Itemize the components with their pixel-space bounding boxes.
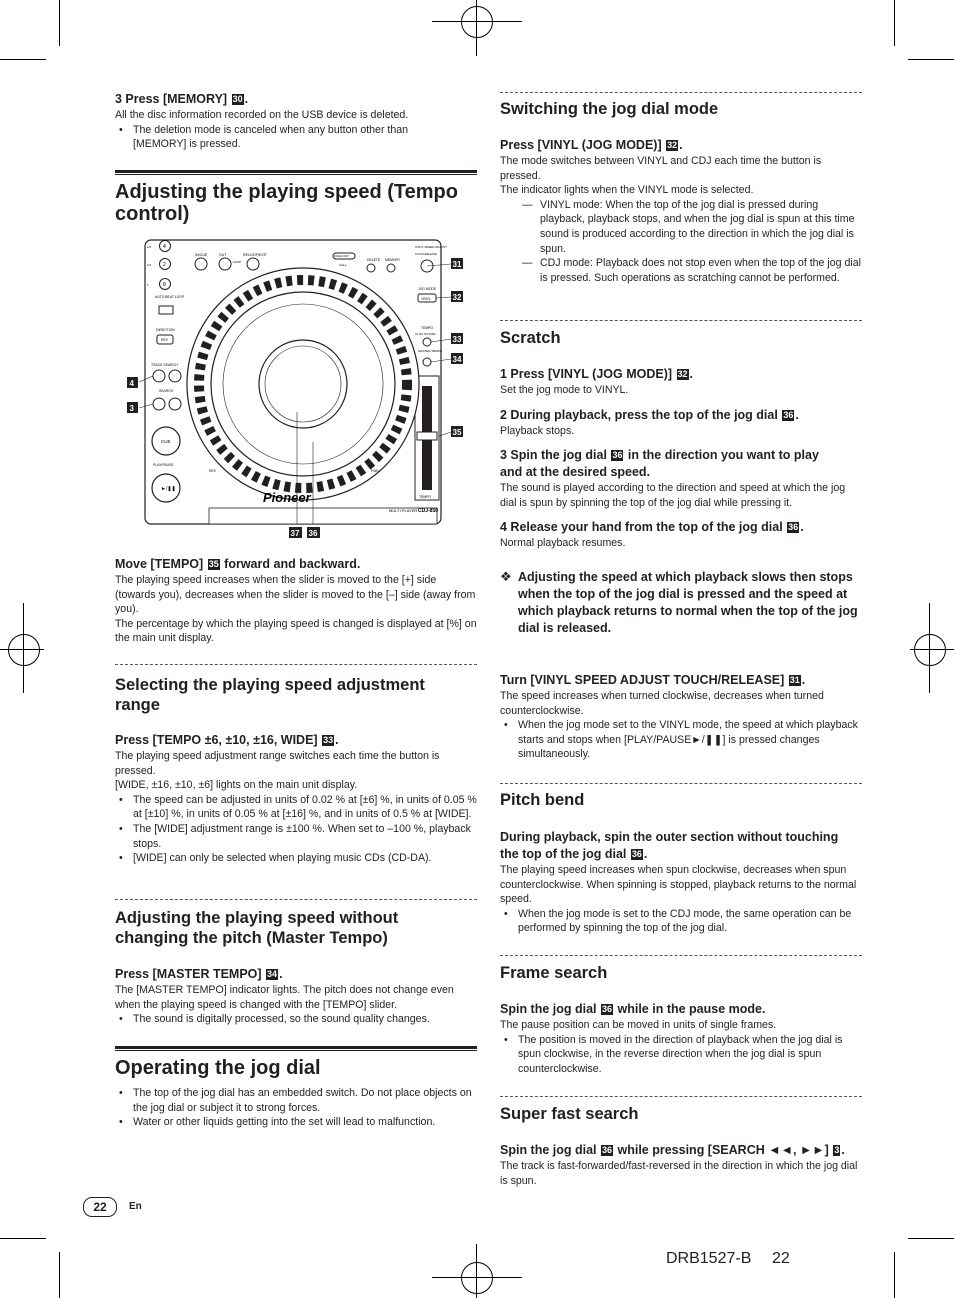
scratch-step-2: 2 During playback, press the top of the jog dial 36 . [500,407,799,422]
section-title-pitch-bend: Pitch bend [500,791,585,809]
registration-mark-top [461,6,493,38]
dash-item: — CDJ mode: Playback does not stop even when the top of the jog dial is pressed. Such operations as scratching cannot be performed. [500,256,862,285]
dashed-rule [115,664,477,665]
callout-32: 32 [452,293,462,302]
step-turn-vinyl-speed: Turn [VINYL SPEED ADJUST TOUCH/RELEASE] 31 . [500,673,806,687]
crop-mark [908,1238,954,1239]
label-vinyl: VINYL [421,297,431,301]
section-title-master-tempo: Adjusting the playing speed without changing the pitch (Master Tempo) [115,909,399,947]
label-tempo-slider: TEMPO [419,495,432,499]
bullet: • The sound is digitally processed, so the sound quality changes. [115,1012,477,1027]
step-press-vinyl: Press [VINYL (JOG MODE)] 32 . [500,138,683,152]
registration-mark-left [8,634,40,666]
paragraph: The track is fast-forwarded/fast-reversed in the direction in which the jog dial is spun. [500,1160,858,1187]
paragraph: The playing speed increases when spun clockwise, decreases when spun counterclockwise. When spinning is stopped, playback returns to the normal speed. [500,864,857,906]
label-reloop: RELOOP/EXIT [243,253,267,257]
paragraph: The mode switches between VINYL and CDJ each time the button is pressed. [500,155,822,182]
dash-item: — VINYL mode: When the top of the jog dial is pressed during playback, playback stops, and when the jog dial is spun at this time sound is produced according to the direction in which the jog dial is spun. [500,198,862,256]
label-search: SEARCH [159,389,174,393]
label-delete: DELETE [367,258,381,262]
label-multi-player: MULTI PLAYER [389,508,418,513]
paragraph: The percentage by which the playing speed is changed is displayed at [%] on the main unit display. [115,617,477,645]
label-out: OUT [219,253,227,257]
doc-code: DRB1527-B [666,1250,752,1267]
paragraph: The playing speed adjustment range switches each time the button is pressed. [115,750,440,777]
label-memory: MEMORY [385,258,401,262]
crop-mark [894,1252,895,1298]
section-title-frame-search: Frame search [500,964,608,982]
registration-mark-right [914,634,946,666]
bullet: • The position is moved in the direction of playback when the jog dial is spun clockwise, in the reverse direction when the jog dial is spun counterclockwise. [500,1033,862,1077]
bullet: • [WIDE] can only be selected when playing music CDs (CD-DA). [115,851,477,866]
label-touch-release: TOUCH/RELEASE [415,253,437,256]
language-label: En [129,1201,142,1212]
scratch-step-4: 4 Release your hand from the top of the jog dial 36 . [500,520,804,535]
callout-36: 36 [308,529,318,538]
step-press-tempo-range: Press [TEMPO ±6, ±10, ±16, WIDE] 33 . [115,733,339,747]
dashed-rule [500,92,862,93]
callout-33: 33 [452,335,462,344]
cdj-850-diagram [125,236,470,542]
bullet: • The speed can be adjusted in units of 0.02 % at [±6] %, in units of 0.05 % at [±10] %, in units of 0.05 % at [±16] %, and in units of 0.5 % at [WIDE]. [115,793,477,822]
section-title-tempo-control: Adjusting the playing speed (Tempo control) [115,181,458,225]
tick-label: 1/2 [147,263,152,267]
callout-35: 35 [452,428,462,437]
crop-mark [0,59,46,60]
loop-2-label: 2 [163,262,166,268]
loop-8-label: 8 [163,282,166,288]
step-frame-search: Spin the jog dial 36 while in the pause mode. [500,1002,766,1016]
paragraph: Normal playback resumes. [500,537,626,550]
label-rev: REV [161,338,168,342]
paragraph: The indicator lights when the VINYL mode is selected. [500,184,754,197]
callout-31: 31 [452,260,462,269]
dashed-rule [115,899,477,900]
section-rule [115,1046,477,1051]
subsection-speed-adjust [500,569,862,637]
frame-search-block [500,1001,862,1076]
label-tempo-range: ±6 ±10 ±16 WIDE [415,333,436,336]
subsection-title: Adjusting the speed at which playback slows then stops when the top of the jog dial is pressed and the speed at which playback returns to normal when the top of the jog dial is released. [518,570,858,635]
jog-dial-notes [115,1086,477,1130]
label-jog-fwd: FWD [371,469,379,473]
bullet: • When the jog mode is set to the CDJ mode, the same operation can be performed by spinning the top of the jog dial. [500,907,862,936]
scratch-step-3: 3 Spin the jog dial 36 in the direction you want to play and at the desired speed. [500,448,819,480]
label-cue-loop-call: CUE/LOOP [334,254,349,258]
label-cue: CUE [161,439,171,444]
label-track-search: TRACK SEARCH [151,363,178,367]
tempo-move-block [115,556,477,646]
callout-34: 34 [452,355,462,364]
section-title-super-fast-search: Super fast search [500,1105,639,1123]
crop-mark [908,59,954,60]
page-number-badge: 22 [83,1197,117,1217]
dashed-rule [500,320,862,321]
scratch-block [500,366,862,551]
label-master-tempo: MASTER TEMPO [418,349,442,353]
label-model: CDJ-850 [418,508,439,514]
label-jog-mode: JOG MODE [418,287,437,291]
paragraph: Playback stops. [500,424,575,437]
tick-label: 1/4 [147,245,152,249]
label-direction: DIRECTION [156,328,175,332]
label-vinyl-speed-adjust: VINYL SPEED ADJUST [415,245,447,249]
label-auto-beat-loop: AUTO BEAT LOOP [155,295,185,299]
crop-mark [0,1238,46,1239]
section-title-operating-jog-dial: Operating the jog dial [115,1057,321,1079]
adjustment-range-block [115,732,477,866]
callout-37: 37 [290,529,300,538]
loop-4-label: 4 [163,244,166,250]
registration-mark-bottom [461,1262,493,1294]
dashed-rule [500,783,862,784]
ref-badge: 30 [232,94,243,104]
intro-step: 3 Press [MEMORY] 30 . [115,92,249,106]
switching-jog-mode-block [500,137,862,285]
step-spin-outer: During playback, spin the outer section without touching the top of the jog dial 36 . [500,830,839,861]
label-play-pause: PLAY/PAUSE [153,463,174,467]
svg-text:►/❚❚: ►/❚❚ [161,486,176,492]
paragraph: The sound is played according to the direction and speed at which the jog dial is spun by spinning the top of the jog dial while pressing it. [500,482,846,509]
paragraph: [WIDE, ±16, ±10, ±6] lights on the main unit display. [115,779,358,792]
section-title-switching-jog-mode: Switching the jog dial mode [500,100,719,118]
intro-paragraph: All the disc information recorded on the USB device is deleted. [115,109,409,121]
dashed-rule [500,1096,862,1097]
step-move-tempo: Move [TEMPO] 35 forward and backward. [115,557,361,571]
bullet: • The top of the jog dial has an embedded switch. Do not place objects on the jog dial or subject it to strong forces. [115,1086,477,1115]
section-title-adjustment-range: Selecting the playing speed adjustment range [115,676,425,714]
crop-mark [59,0,60,46]
section-title-scratch: Scratch [500,329,561,347]
section-rule [115,170,477,175]
paragraph: The playing speed increases when the slider is moved to the [+] side (towards you), decreases when the slider is moved to the [–] side (away from you). [115,574,476,616]
callout-3: 3 [129,404,134,413]
intro-bullet: • The deletion mode is canceled when any button other than [MEMORY] is pressed. [115,123,477,152]
pioneer-logo: Pioneer [263,490,311,505]
paragraph: The [MASTER TEMPO] indicator lights. The pitch does not change even when the playing speed is changed with the [TEMPO] slider. [115,984,454,1011]
paragraph: The pause position can be moved in units of single frames. [500,1019,777,1031]
speed-adjust-block [500,672,862,762]
step-press-master-tempo: Press [MASTER TEMPO] 34 . [115,967,283,981]
bullet: • When the jog mode set to the VINYL mode, the speed at which playback starts and stops when [PLAY/PAUSE►/❚❚] is pressed changes simultaneously. [500,718,862,762]
doc-page-number: 22 [772,1250,790,1267]
label-loop: LOOP [233,260,242,264]
bullet: • The [WIDE] adjustment range is ±100 %. When set to –100 %, playback stops. [115,822,477,851]
dashed-rule [500,955,862,956]
tick-label: 1 [147,283,149,287]
diamond-icon: ❖ [500,569,512,584]
label-tempo: TEMPO [421,326,434,330]
crop-mark [894,0,895,46]
step-super-fast-search: Spin the jog dial 36 while pressing [SEARCH ◄◄, ►►] 3 . [500,1143,845,1157]
pitch-bend-block [500,829,862,936]
scratch-step-1: 1 Press [VINYL (JOG MODE)] 32 . [500,367,694,381]
bullet: • Water or other liquids getting into the set will lead to malfunction. [115,1115,477,1130]
super-fast-search-block [500,1142,862,1188]
label-jog-rev: REV [209,469,216,473]
label-in-cue: IN/CUE [195,253,208,257]
paragraph: The speed increases when turned clockwise, decreases when turned counterclockwise. [500,690,824,717]
crop-mark [59,1252,60,1298]
paragraph: Set the jog mode to VINYL. [500,384,629,396]
callout-4: 4 [129,379,134,388]
master-tempo-block [115,966,477,1027]
label-call: CALL [339,263,347,267]
left-column [115,91,477,152]
